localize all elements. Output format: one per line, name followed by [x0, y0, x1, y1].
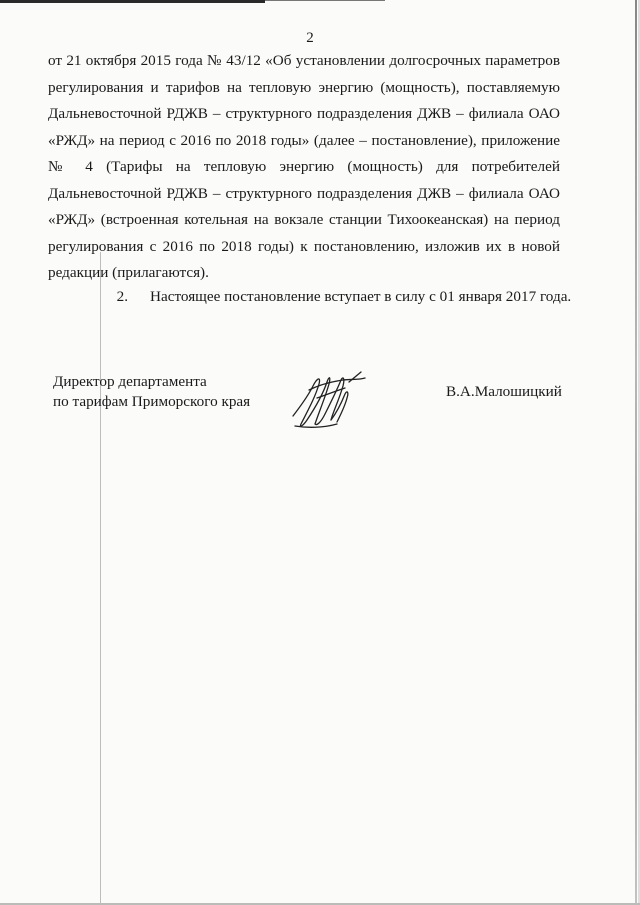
signatory-position-line-1: Директор департамента: [53, 373, 207, 390]
scan-edge-top: [0, 0, 265, 3]
scan-margin-line: [100, 252, 101, 905]
page-number: 2: [306, 30, 314, 46]
paragraph-1: от 21 октября 2015 года № 43/12 «Об установлении долгосрочных параметров регулирования и тарифов на тепловую энергию (мощность), поставляемую Дальневосточной РДЖВ – структурного подразделения ДЖВ – филиала ОАО «РЖД» на период с 2016 по 2018 годы» (далее – постановление), приложение № 4 (Тарифы на тепловую энергию (мощность) для потребителей Дальневосточной РДЖВ – структурного подразделения ДЖВ – филиала ОАО «РЖД» (встроенная котельная на вокзале станции Тихоокеанская) на период регулирования с 2016 по 2018 годы) к постановлению, изложив их в новой редакции (прилагаются).: [48, 52, 560, 281]
signatory-position: [53, 372, 250, 412]
signatory-name: В.А.Малошицкий: [446, 383, 562, 400]
scan-edge-top-faint: [265, 0, 385, 1]
list-item-2: [48, 284, 572, 311]
list-item-text: Настоящее постановление вступает в силу с 01 января 2017 года.: [150, 288, 572, 305]
list-item-number: 2.: [116, 288, 128, 305]
handwritten-signature-icon: [287, 368, 372, 430]
scan-edge-right: [635, 0, 637, 905]
signatory-position-line-2: по тарифам Приморского края: [53, 393, 251, 410]
body-text: [48, 48, 560, 287]
